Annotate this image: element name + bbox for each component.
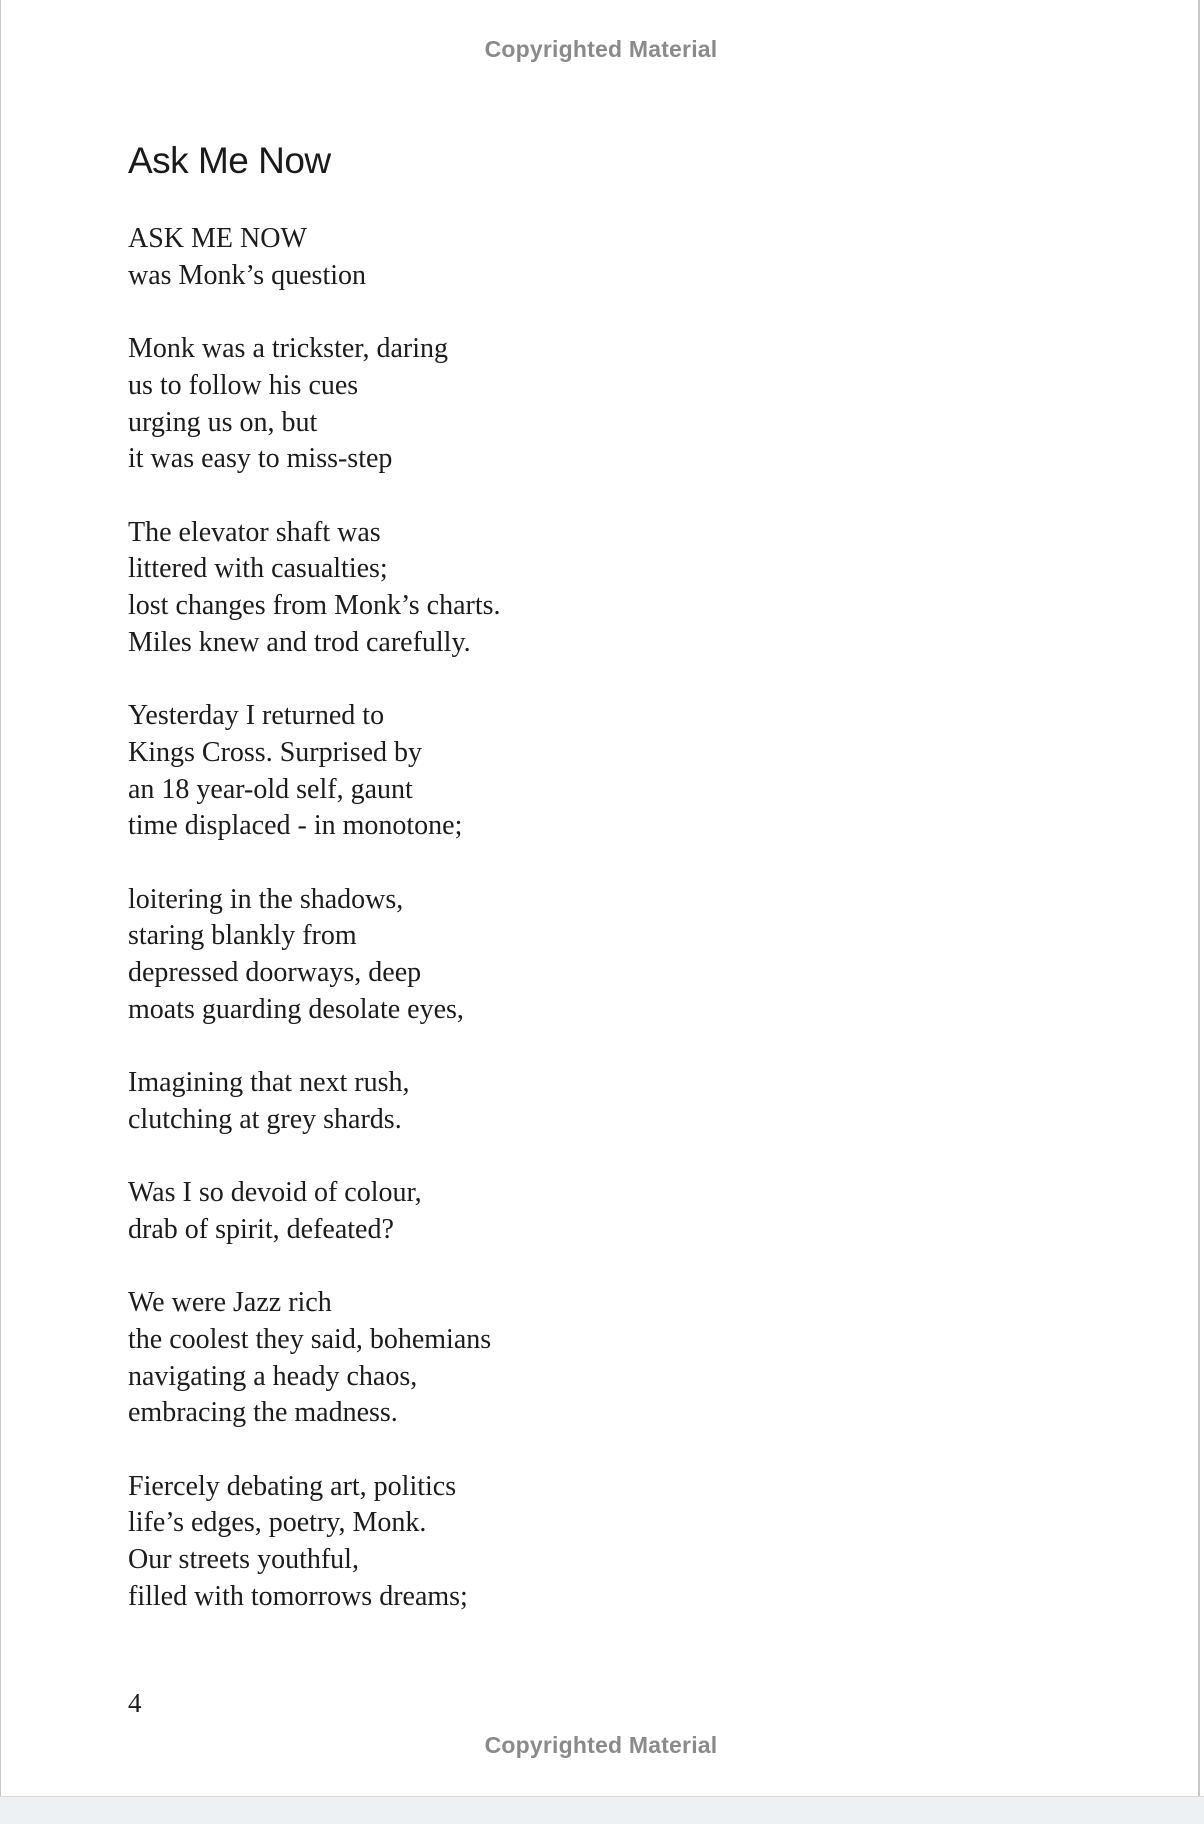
poem-line: urging us on, but xyxy=(128,406,318,438)
poem-stanza xyxy=(128,221,828,294)
poem-line: Fiercely debating art, politics xyxy=(128,1470,457,1502)
poem-line: us to follow his cues xyxy=(128,369,359,401)
poem-line: Was I so devoid of colour, xyxy=(128,1177,422,1209)
poem-line: Yesterday I returned to xyxy=(128,700,385,732)
poem-line: Miles knew and trod carefully. xyxy=(128,626,471,658)
page-number: 4 xyxy=(128,1688,142,1718)
poem-line: ASK ME NOW xyxy=(128,223,307,254)
poem-line: Our streets youthful, xyxy=(128,1544,359,1576)
poem-line: an 18 year-old self, gaunt xyxy=(128,773,413,805)
poem-line: it was easy to miss-step xyxy=(128,443,393,475)
poem-line: littered with casualties; xyxy=(128,553,388,585)
viewer-bottom-strip xyxy=(0,1796,1204,1824)
poem-line: filled with tomorrows dreams; xyxy=(128,1580,468,1612)
poem-stanza xyxy=(128,1175,828,1248)
poem-stanza xyxy=(128,1285,828,1432)
poem-line: lost changes from Monk’s charts. xyxy=(128,590,501,621)
poem-line: clutching at grey shards. xyxy=(128,1103,402,1135)
poem-line: embracing the madness. xyxy=(128,1397,398,1429)
poem-line: moats guarding desolate eyes, xyxy=(128,993,464,1025)
poem-stanza xyxy=(128,1469,828,1616)
poem-stanza xyxy=(128,882,828,1029)
poem-line: We were Jazz rich xyxy=(128,1287,332,1319)
poem-line: drab of spirit, defeated? xyxy=(128,1213,394,1245)
copyright-footer: Copyrighted Material xyxy=(484,1732,718,1758)
copyright-header: Copyrighted Material xyxy=(484,36,718,62)
poem-line: time displaced - in monotone; xyxy=(128,810,463,842)
poem-title: Ask Me Now xyxy=(128,140,331,181)
poem-line: Imagining that next rush, xyxy=(128,1067,410,1099)
poem-line: The elevator shaft was xyxy=(128,516,381,548)
poem-stanza xyxy=(128,515,828,662)
poem-line: Monk was a trickster, daring xyxy=(128,333,449,365)
poem-stanza xyxy=(128,331,828,478)
poem-stanza xyxy=(128,1065,828,1138)
poem-line: life’s edges, poetry, Monk. xyxy=(128,1507,427,1539)
poem-stanza xyxy=(128,698,828,845)
poem-line: depressed doorways, deep xyxy=(128,957,422,988)
poem-line: navigating a heady chaos, xyxy=(128,1360,418,1392)
poem-line: the coolest they said, bohemians xyxy=(128,1323,492,1355)
poem-body xyxy=(128,221,828,1652)
poem-line: Kings Cross. Surprised by xyxy=(128,736,423,768)
poem-line: staring blankly from xyxy=(128,920,357,952)
poem-line: loitering in the shadows, xyxy=(128,883,404,915)
poem-line: was Monk’s question xyxy=(128,259,366,291)
